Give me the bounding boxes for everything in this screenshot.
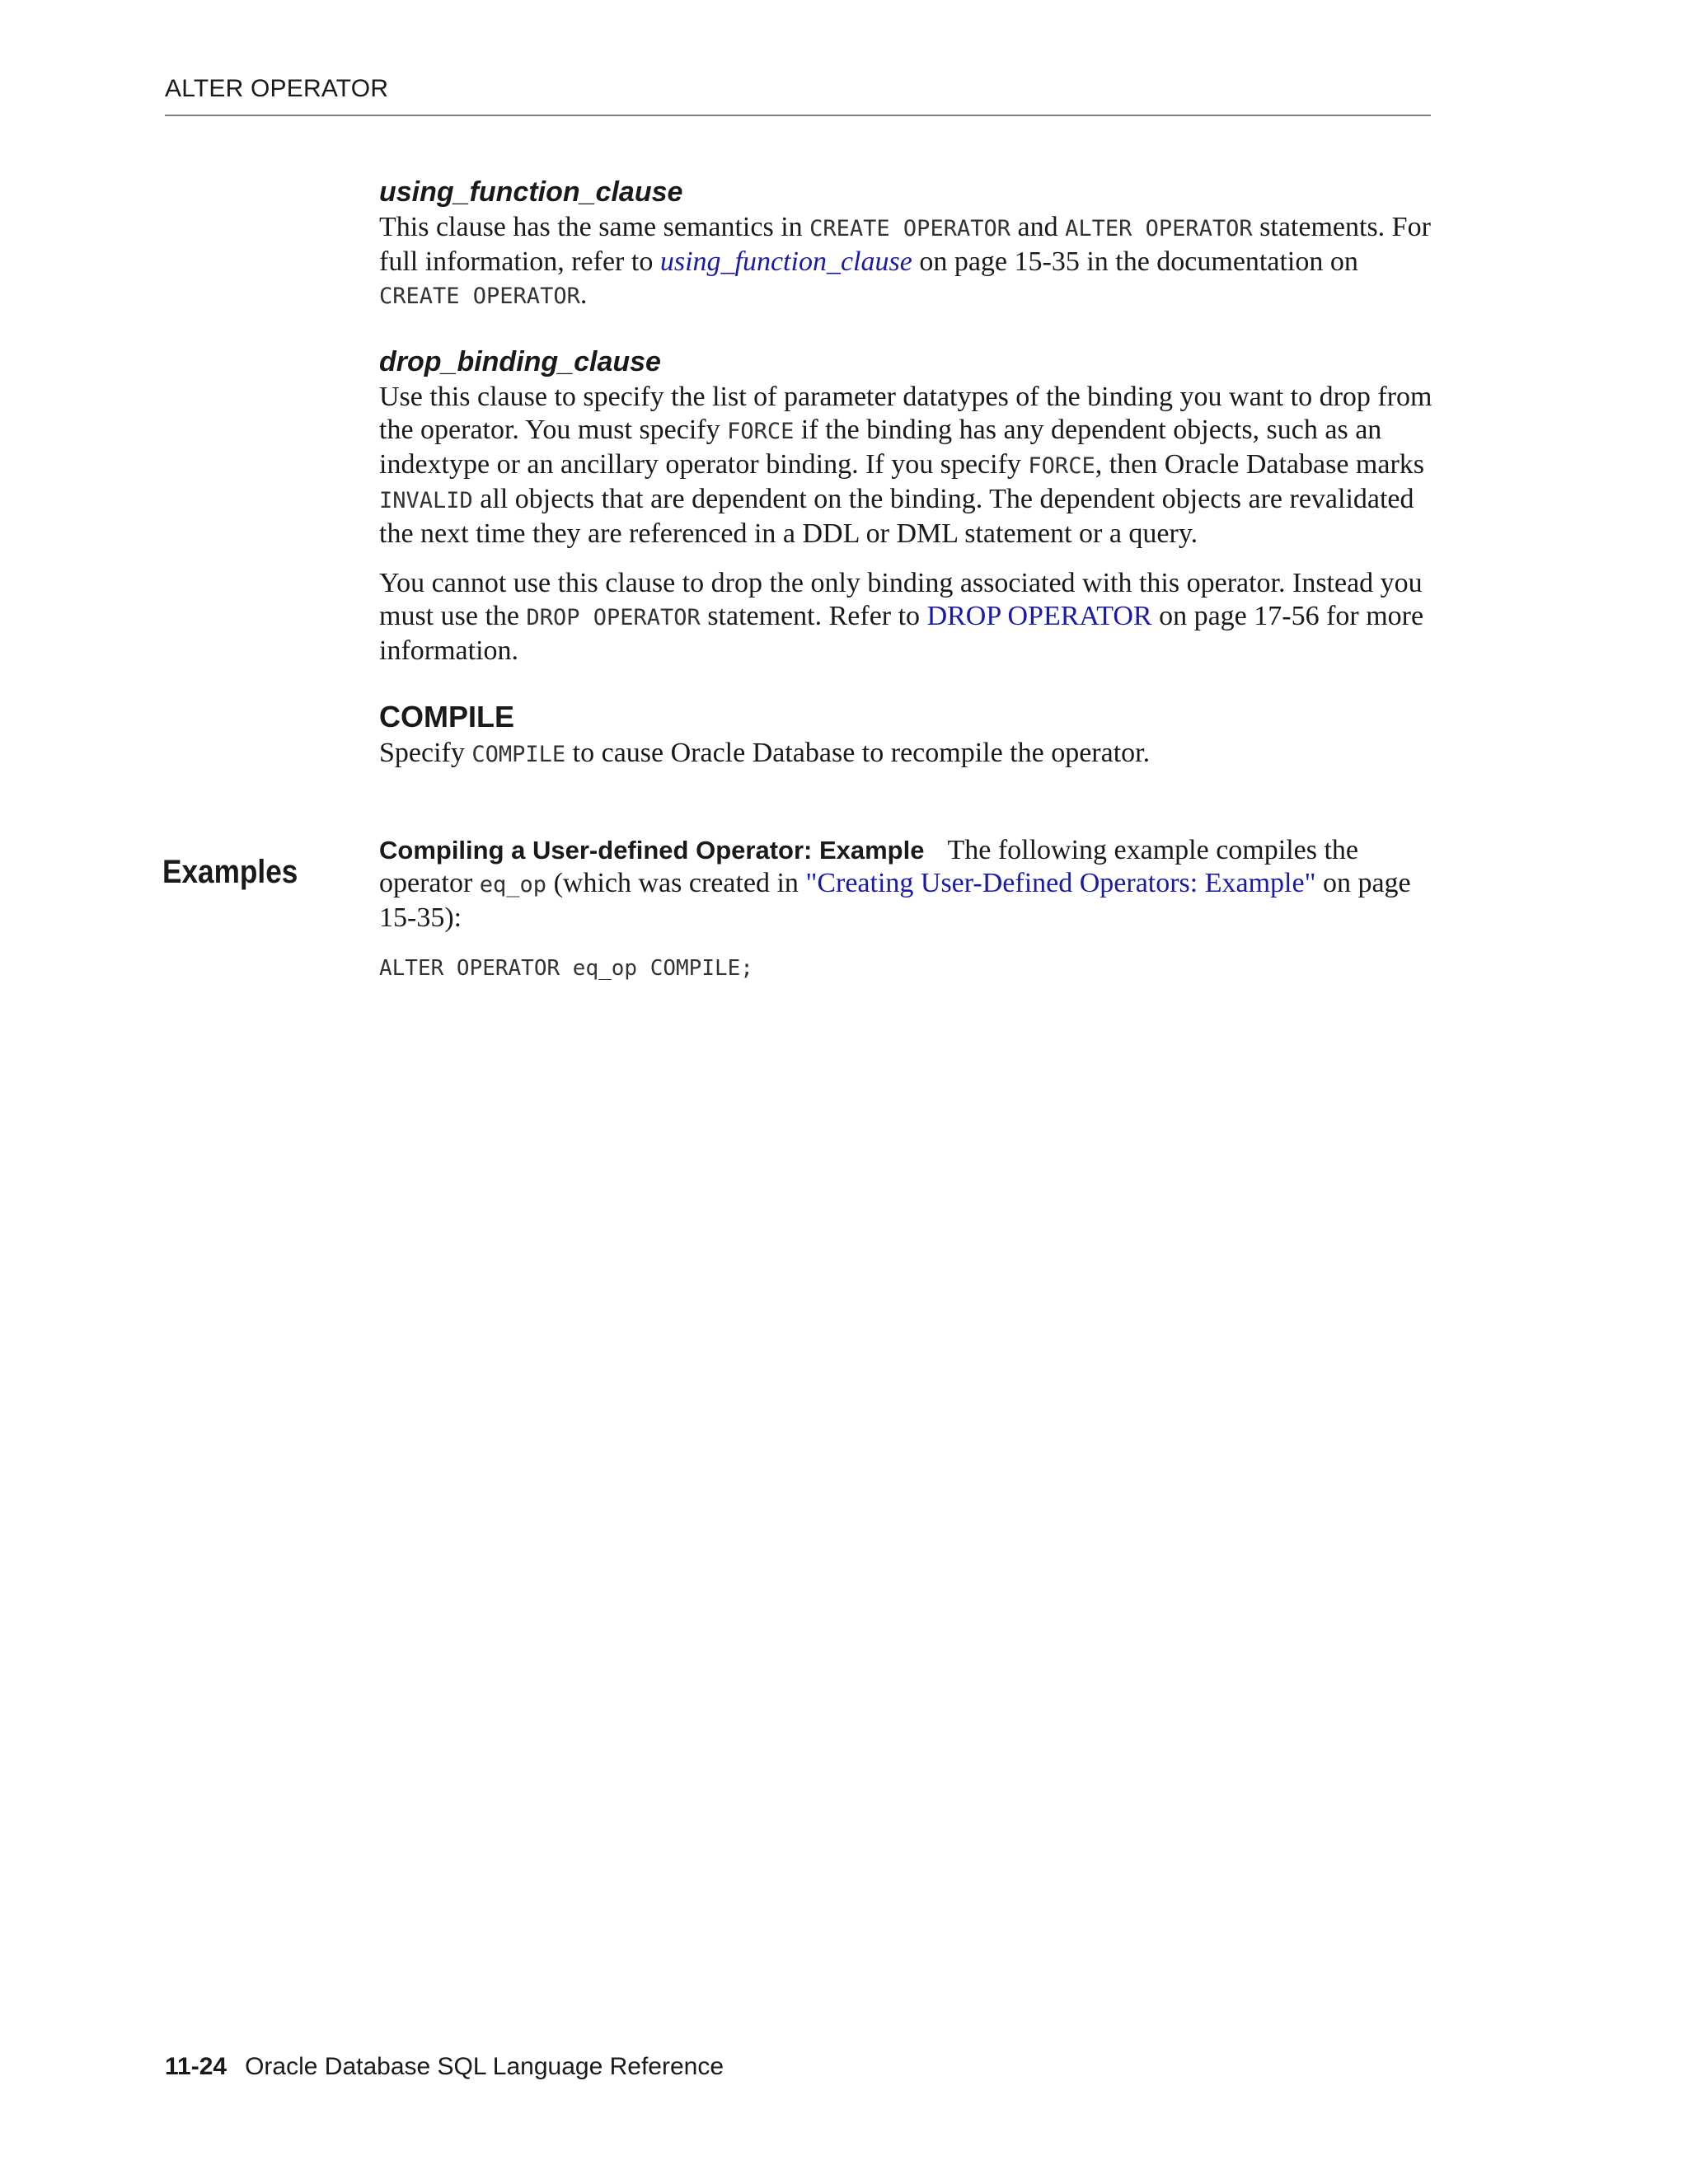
code-create-operator: CREATE OPERATOR [809, 216, 1010, 241]
drop-binding-clause-heading: drop_binding_clause [379, 346, 661, 377]
using-function-clause-paragraph: This clause has the same semantics in CREATE OPERATOR and ALTER OPERATOR statements. For full information, refer to using_function_clause on page 15-35 in the documentation on CREATE OPERATOR. [379, 212, 1431, 310]
code-eq-op: eq_op [479, 872, 547, 898]
code-drop-operator: DROP OPERATOR [526, 605, 701, 630]
example-title: Compiling a User-defined Operator: Example [379, 836, 925, 865]
code-alter-operator: ALTER OPERATOR [1065, 216, 1253, 241]
code-block: ALTER OPERATOR eq_op COMPILE; [379, 956, 753, 981]
drop-binding-clause-paragraph-1: Use this clause to specify the list of parameter datatypes of the binding you want to drop from the operator. You must specify FORCE if the binding has any dependent objects, such as an indextype or an ancillary operator binding. If you specify FORCE, then Oracle Database marks INVALID all objects that are dependent on the binding. The dependent objects are revalidated the next time they are referenced in a DDL or DML statement or a query. [379, 382, 1432, 549]
main-content [379, 175, 1442, 982]
example-paragraph: Compiling a User-defined Operator: Example The following example compiles the operator eq_op (which was created in "Creating User-Defined Operators: Example" on page 15-35): [379, 835, 1411, 933]
code-force-2: FORCE [1028, 453, 1095, 479]
code-create-operator-2: CREATE OPERATOR [379, 284, 580, 309]
code-force: FORCE [727, 419, 795, 444]
compile-paragraph: Specify COMPILE to cause Oracle Database to recompile the operator. [379, 738, 1151, 768]
compile-heading: COMPILE [379, 700, 515, 733]
code-invalid: INVALID [379, 488, 473, 513]
page-footer [165, 2053, 724, 2081]
running-header: ALTER OPERATOR [165, 75, 389, 102]
header-rule [165, 115, 1431, 116]
link-creating-user-defined-operators[interactable]: "Creating User-Defined Operators: Example" [805, 868, 1316, 898]
using-function-clause-heading: using_function_clause [379, 176, 683, 208]
page-number: 11-24 [165, 2053, 227, 2080]
examples-heading: Examples [162, 854, 298, 890]
link-drop-operator[interactable]: DROP OPERATOR [926, 601, 1152, 631]
code-compile: COMPILE [471, 742, 566, 767]
link-using-function-clause[interactable]: using_function_clause [659, 246, 912, 277]
drop-binding-clause-paragraph-2: You cannot use this clause to drop the only binding associated with this operator. Instead you must use the DROP OPERATOR statement. Refer to DROP OPERATOR on page 17-56 for more information. [379, 568, 1424, 666]
book-title: Oracle Database SQL Language Reference [245, 2053, 724, 2080]
